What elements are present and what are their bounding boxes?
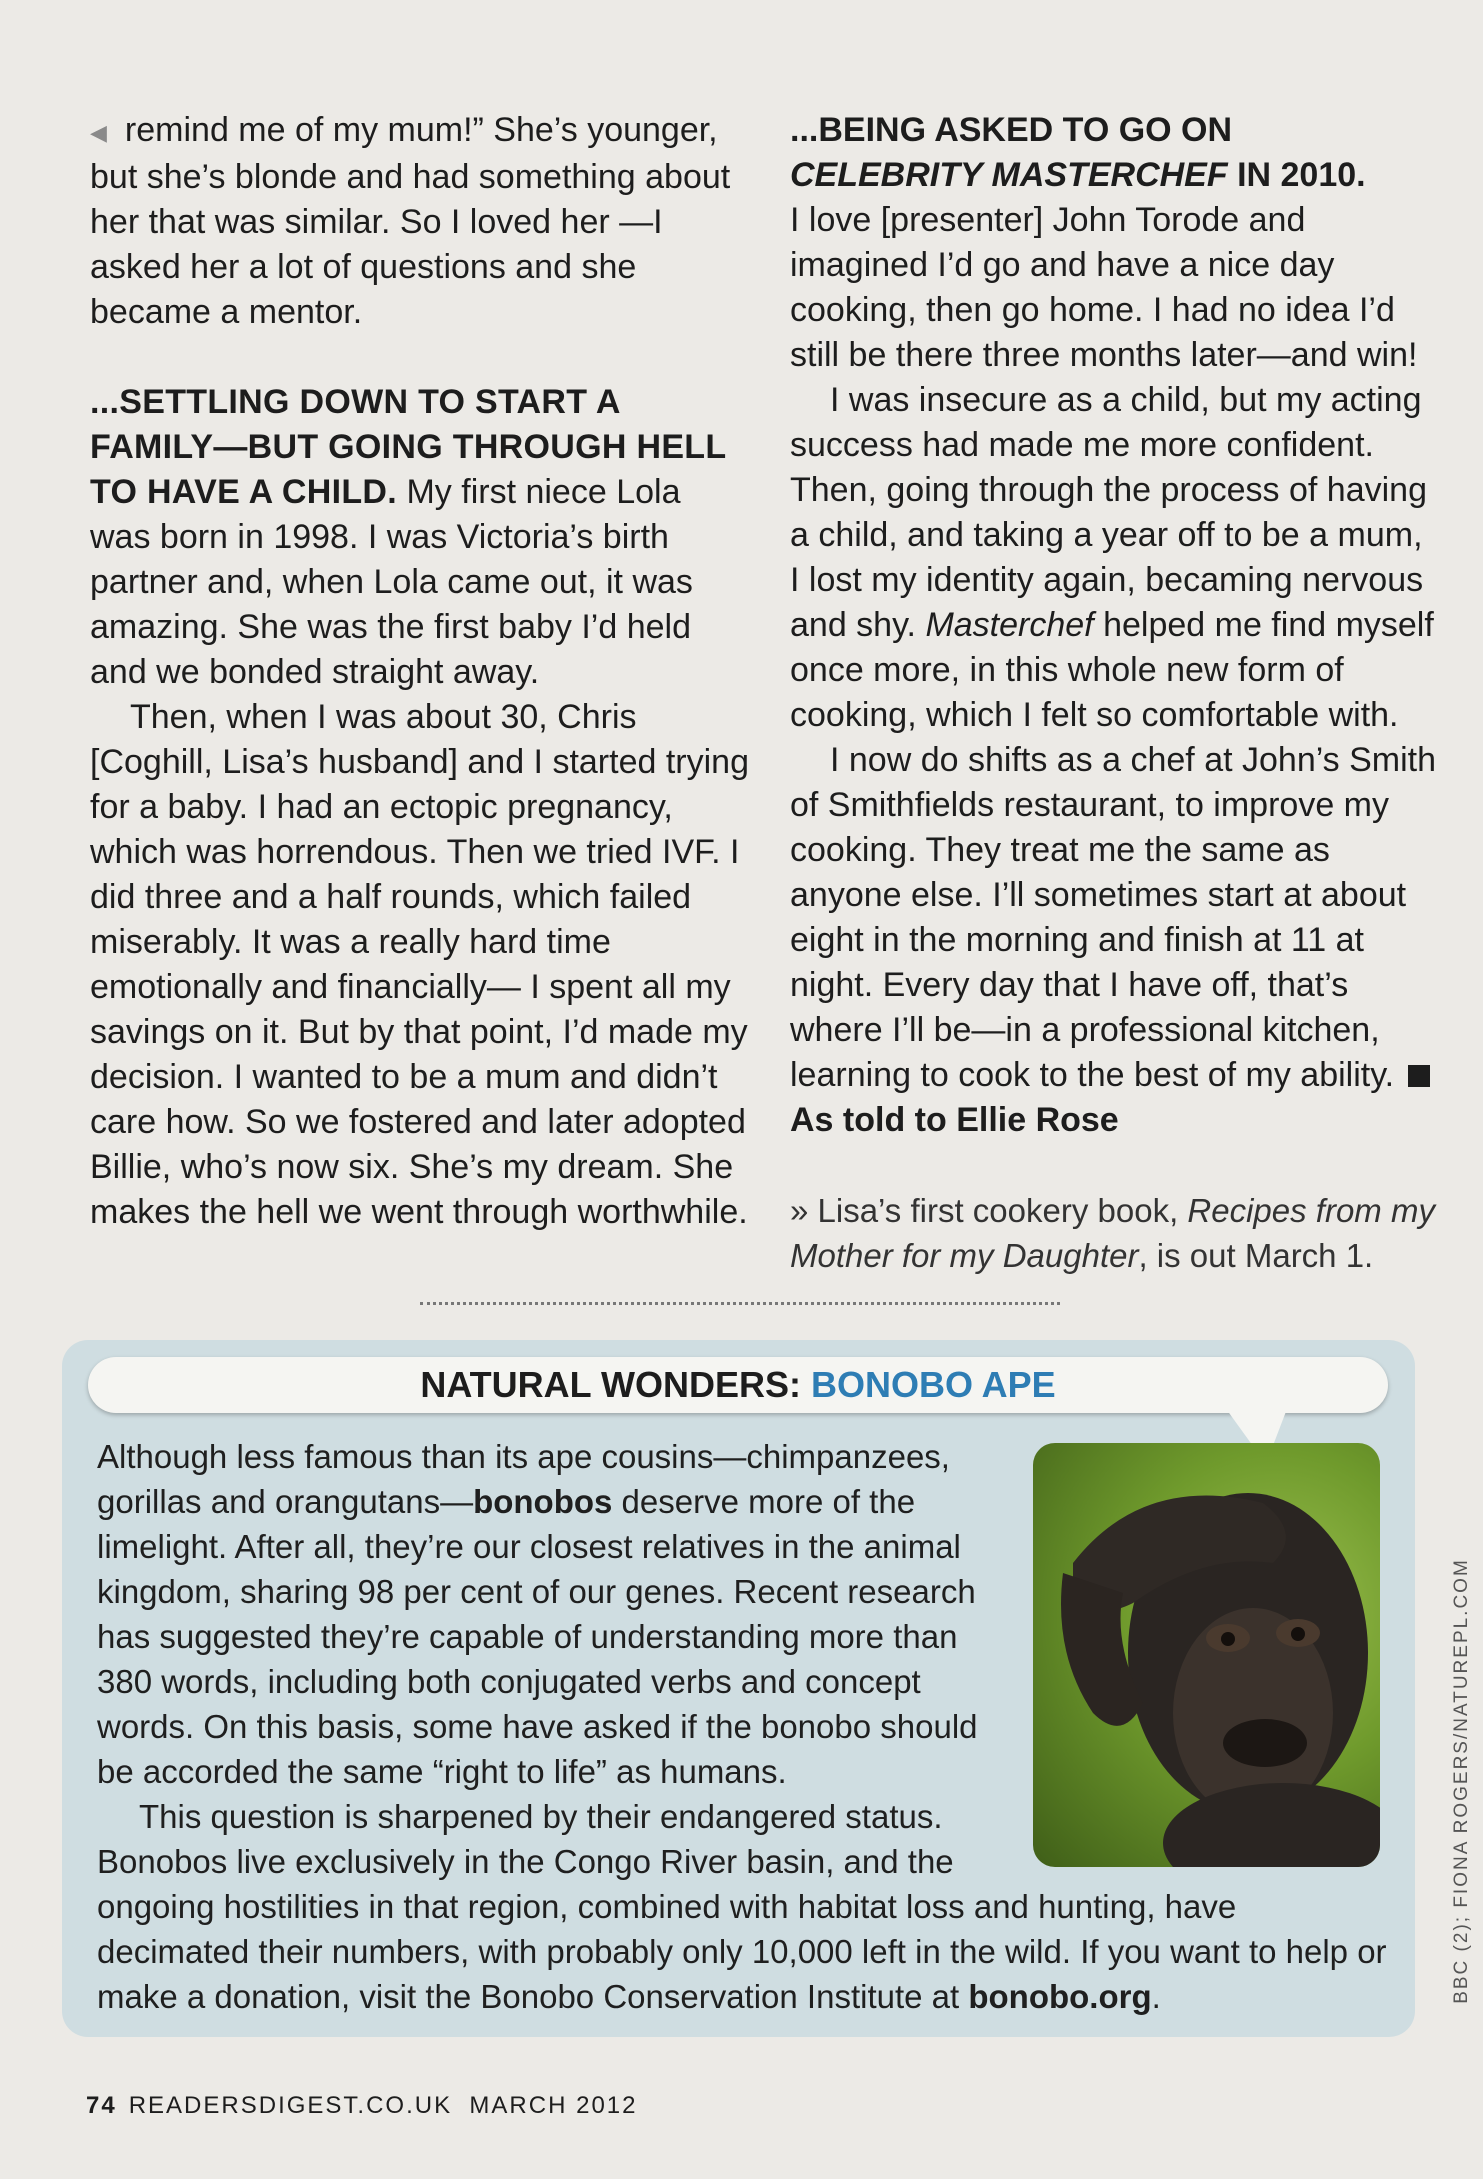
page-footer (86, 2092, 637, 2120)
paragraph: Although less famous than its ape cousins—chimpanzees, gorillas and orangutans—bonobos deserve more of the limelight. After all, they’re our closest relatives in the animal kingdom, sharing 98 per cent of our genes. Recent research has suggested they’re capable of understanding more than 380 words, including both conjugated verbs and concept words. On this basis, some have asked if the bonobo should be accorded the same “right to life” as humans. (97, 1438, 978, 1790)
dotted-divider (420, 1302, 1060, 1305)
paragraph: ◀ remind me of my mum!” She’s younger, but she’s blonde and had something about her that was similar. So I loved her —I asked her a lot of questions and she became a mentor. (90, 111, 731, 331)
website-link: bonobo.org (968, 1978, 1152, 2015)
section-heading: ...BEING ASKED TO GO ON CELEBRITY MASTERCHEF IN 2010. (790, 111, 1366, 194)
continued-arrow-icon: ◀ (90, 119, 107, 145)
photo-credit: BBC (2); FIONA ROGERS/NATUREPL.COM (1451, 1558, 1472, 2004)
book-note: » Lisa’s first cookery book, Recipes from my Mother for my Daughter, is out March 1. (790, 1192, 1435, 1274)
left-column (90, 108, 750, 1235)
footer-text: READERSDIGEST.CO.UK MARCH 2012 (128, 2092, 638, 2119)
paragraph: I love [presenter] John Torode and imagined I’d go and have a nice day cooking, then go home. I had no idea I’d still be there three months later—and win! (790, 201, 1418, 374)
paragraph: This question is sharpened by their endangered status. Bonobos live exclusively in the Congo River basin, and the ongoing hostilities in that region, combined with habitat loss and hunting, have decimated their numbers, with probably only 10,000 left in the wild. If you want to help or make a donation, visit the Bonobo Conservation Institute at bonobo.org. (97, 1798, 1387, 2015)
section-heading: ...SETTLING DOWN TO START A FAMILY—BUT GOING THROUGH HELL TO HAVE A CHILD. (90, 382, 726, 511)
box-body (97, 1434, 1387, 2019)
end-mark-icon (1408, 1065, 1430, 1087)
paragraph: Then, when I was about 30, Chris [Coghill, Lisa’s husband] and I started trying for a baby. I had an ectopic pregnancy, which was horrendous. Then we tried IVF. I did three and a half rounds, which failed miserably. It was a really hard time emotionally and financially— I spent all my savings on it. But by that point, I’d made my decision. I wanted to be a mum and didn’t care how. So we fostered and later adopted Billie, who’s now six. She’s my dream. She makes the hell we went through worthwhile. (90, 697, 749, 1231)
right-column (790, 108, 1440, 1278)
paragraph: I was insecure as a child, but my acting success had made me more confident. Then, going through the process of having a child, and taking a year off to be a mum, I lost my identity again, becaming nervous and shy. Masterchef helped me find myself once more, in this whole new form of cooking, which I felt so comfortable with. (790, 381, 1434, 734)
page-number: 74 (86, 2092, 117, 2119)
paragraph: I now do shifts as a chef at John’s Smith of Smithfields restaurant, to improve my cooking. They treat me the same as anyone else. I’ll sometimes start at about eight in the morning and finish at 11 at night. Every day that I have off, that’s where I’ll be—in a professional kitchen, learning to cook to the best of my ability. (790, 741, 1437, 1094)
box-title: NATURAL WONDERS: BONOBO APE (88, 1357, 1388, 1413)
paragraph: ...SETTLING DOWN TO START A FAMILY—BUT GOING THROUGH HELL TO HAVE A CHILD. My first niece Lola was born in 1998. I was Victoria’s birth partner and, when Lola came out, it was amazing. She was the first baby I’d held and we bonded straight away. (90, 382, 726, 691)
byline: As told to Ellie Rose (790, 1101, 1119, 1139)
